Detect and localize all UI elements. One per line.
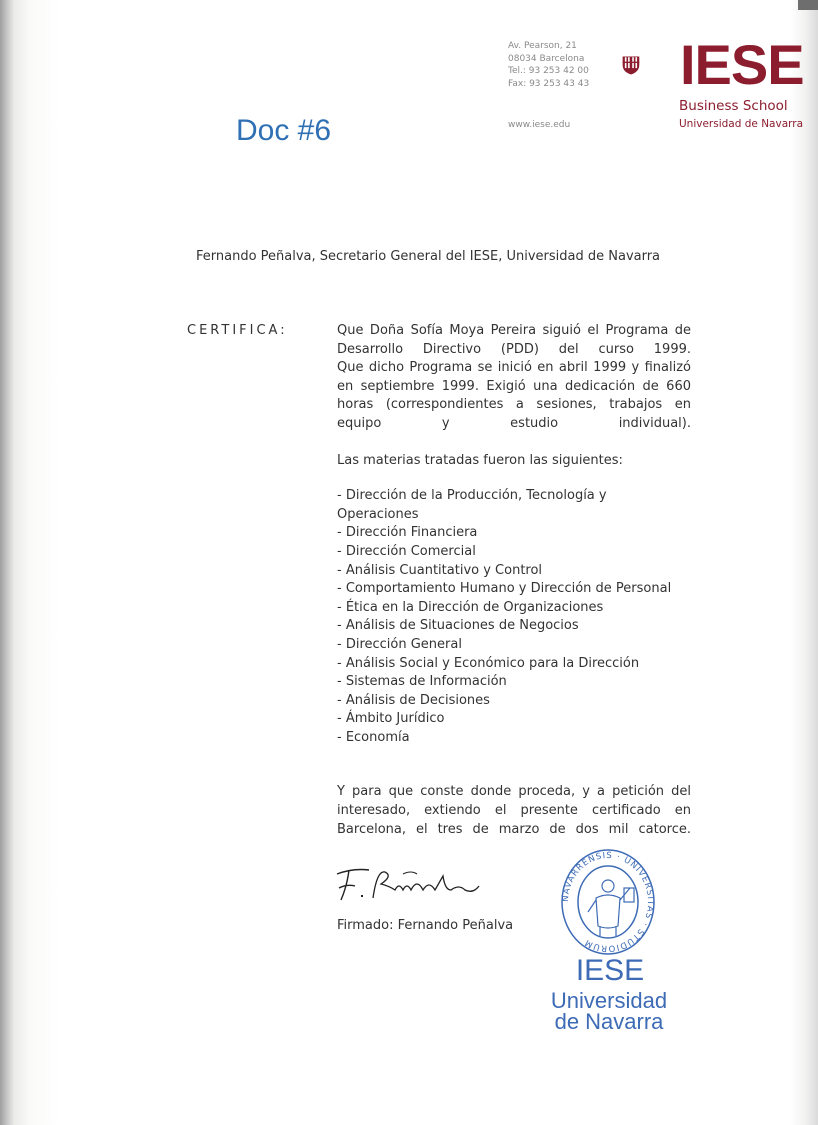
scan-shadow-corner	[798, 0, 818, 10]
list-item: - Ética en la Dirección de Organizaciones	[337, 599, 604, 615]
list-item: - Dirección Comercial	[337, 543, 476, 559]
university-seal-icon	[560, 848, 656, 956]
address-line: 08034 Barcelona	[508, 53, 585, 64]
closing-paragraph: Y para que conste donde proceda, y a petición del interesado, extiendo el presente certificado en Barcelona, el tres de marzo de dos mil catorce.	[337, 784, 691, 837]
list-item: - Dirección de la Producción, Tecnología y Operaciones	[337, 488, 607, 522]
logo-subtitle: Business School	[679, 98, 788, 114]
list-item: - Sistemas de Información	[337, 674, 507, 690]
logo-institution: Universidad de Navarra	[679, 118, 804, 130]
letterhead-address	[508, 40, 589, 90]
scan-shadow-left	[0, 0, 14, 1125]
subjects-list	[337, 487, 691, 747]
list-item: - Análisis Social y Económico para la Dirección	[337, 655, 640, 671]
paragraph-enrollment: Que Doña Sofía Moya Pereira siguió el Programa de Desarrollo Directivo (PDD) del curso 1999.	[337, 323, 691, 357]
signed-by: Firmado: Fernando Peñalva	[337, 918, 514, 933]
list-item: - Ámbito Jurídico	[337, 711, 445, 727]
document-label: Doc #6	[236, 114, 332, 147]
subjects-intro: Las materias tratadas fueron las siguientes:	[337, 452, 623, 468]
certifica-label: CERTIFICA:	[187, 323, 288, 338]
list-item: - Análisis Cuantitativo y Control	[337, 562, 543, 578]
issuer-line: Fernando Peñalva, Secretario General del IESE, Universidad de Navarra	[196, 249, 661, 264]
seal-text: NAVARRENSIS · UNIVERSITAS · STUDIORUM	[560, 850, 656, 954]
handwritten-signature-icon	[333, 860, 483, 910]
list-item: - Comportamiento Humano y Dirección de Personal	[337, 581, 672, 597]
letterhead-website: www.iese.edu	[508, 120, 571, 130]
list-item: - Dirección General	[337, 636, 462, 652]
list-item: - Análisis de Situaciones de Negocios	[337, 618, 579, 634]
stamp-line: de Navarra	[554, 1009, 664, 1034]
stamp-line-universidad	[548, 990, 670, 1032]
address-line: Av. Pearson, 21	[508, 41, 577, 51]
paragraph-duration: Que dicho Programa se inició en abril 1999 y finalizó en septiembre 1999. Exigió una dedicación de 660 horas (correspondientes a sesiones, trabajos en equipo y estudio individual).	[337, 360, 691, 431]
iese-shield-logo-icon	[622, 40, 678, 100]
list-item: - Análisis de Decisiones	[337, 692, 490, 708]
address-line: Fax: 93 253 43 43	[508, 78, 590, 89]
stamp-line-iese: IESE	[575, 954, 645, 987]
address-line: Tel.: 93 253 42 00	[508, 66, 589, 76]
list-item: - Economía	[337, 729, 410, 745]
certificate-body	[337, 322, 691, 839]
logo-wordmark: IESE	[680, 33, 804, 96]
list-item: - Dirección Financiera	[337, 525, 478, 541]
stamp-line: Universidad	[550, 988, 668, 1013]
